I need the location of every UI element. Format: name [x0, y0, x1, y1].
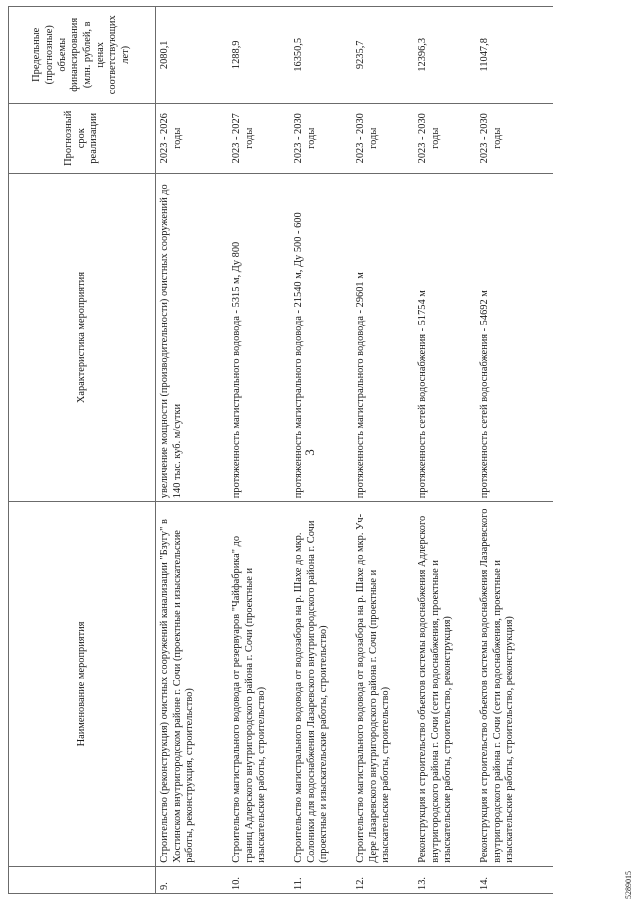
table-row — [415, 7, 477, 894]
header-name: Наименование мероприятия — [9, 502, 156, 867]
row-characteristic: протяженность сетей водоснабжения - 51754 м — [415, 173, 477, 501]
header-financing: Предельные (прогнозные) объемы финансирования (млн. рублей, в ценах соответствующих лет) — [9, 7, 156, 104]
row-number: 12. — [353, 866, 415, 893]
row-characteristic: протяженность магистрального водовода - 21540 м, Ду 500 - 600 — [291, 173, 353, 501]
row-number: 14. — [477, 866, 553, 893]
row-financing: 9235,7 — [353, 7, 415, 104]
row-characteristic: протяженность сетей водоснабжения - 54692 м — [477, 173, 553, 501]
row-financing: 2080,1 — [156, 7, 230, 104]
row-name: Строительство магистрального водовода от резервуаров "Чайфабрика" до границ Адлерского внутригородского района г. Сочи (проектные и изыскательские работы, строительство) — [229, 502, 291, 867]
row-name: Реконструкция и строительство объектов системы водоснабжения Адлерского внутригородского района г. Сочи (сети водоснабжения, проектные и изыскательские работы, строительство, реконструкция) — [415, 502, 477, 867]
row-number: 9. — [156, 866, 230, 893]
table-row — [229, 7, 291, 894]
row-financing: 12396,3 — [415, 7, 477, 104]
row-characteristic: увеличение мощности (производительности) очистных сооружений до 140 тыс. куб. м/сутки — [156, 173, 230, 501]
document-code: 5289015 — [624, 871, 633, 899]
row-name: Строительство магистрального водовода от водозабора на р. Шахе до мкр. Уч-Дере Лазаревского внутригородского района г. Сочи (проектные и изыскательские работы, строительство) — [353, 502, 415, 867]
header-number — [9, 866, 156, 893]
row-number: 10. — [229, 866, 291, 893]
row-financing: 1288,9 — [229, 7, 291, 104]
row-term: 2023 - 2026 годы — [156, 103, 230, 173]
row-name: Строительство магистрального водовода от водозабора на р. Шахе до мкр. Солоники для водоснабжения Лазаревского внутригородского района г. Сочи (проектные и изыскательские работы, строительство) — [291, 502, 353, 867]
row-term: 2023 - 2030 годы — [353, 103, 415, 173]
row-financing: 11047,8 — [477, 7, 553, 104]
row-financing: 16350,5 — [291, 7, 353, 104]
table-header-row — [9, 7, 156, 894]
row-characteristic: протяженность магистрального водовода - 29601 м — [353, 173, 415, 501]
row-number: 11. — [291, 866, 353, 893]
header-term: Прогнозный срок реализации — [9, 103, 156, 173]
table-row — [291, 7, 353, 894]
row-term: 2023 - 2030 годы — [477, 103, 553, 173]
row-term: 2023 - 2027 годы — [229, 103, 291, 173]
table-row — [477, 7, 553, 894]
table-row — [353, 7, 415, 894]
row-term: 2023 - 2030 годы — [291, 103, 353, 173]
row-number: 13. — [415, 866, 477, 893]
table-row — [156, 7, 230, 894]
measures-table — [8, 6, 553, 894]
row-name: Реконструкция и строительство объектов системы водоснабжения Лазаревского внутригородского района г. Сочи (сети водоснабжения, проектные и изыскательские работы, строительство, реконструкция) — [477, 502, 553, 867]
row-name: Строительство (реконструкция) очистных сооружений канализации "Бзугу" в Хостинском внутригородском районе г. Сочи (проектные и изыскательские работы, реконструкция, строительство) — [156, 502, 230, 867]
row-term: 2023 - 2030 годы — [415, 103, 477, 173]
row-characteristic: протяженность магистрального водовода - 5315 м, Ду 800 — [229, 173, 291, 501]
header-characteristic: Характеристика мероприятия — [9, 173, 156, 501]
page-number: 3 — [302, 449, 317, 456]
